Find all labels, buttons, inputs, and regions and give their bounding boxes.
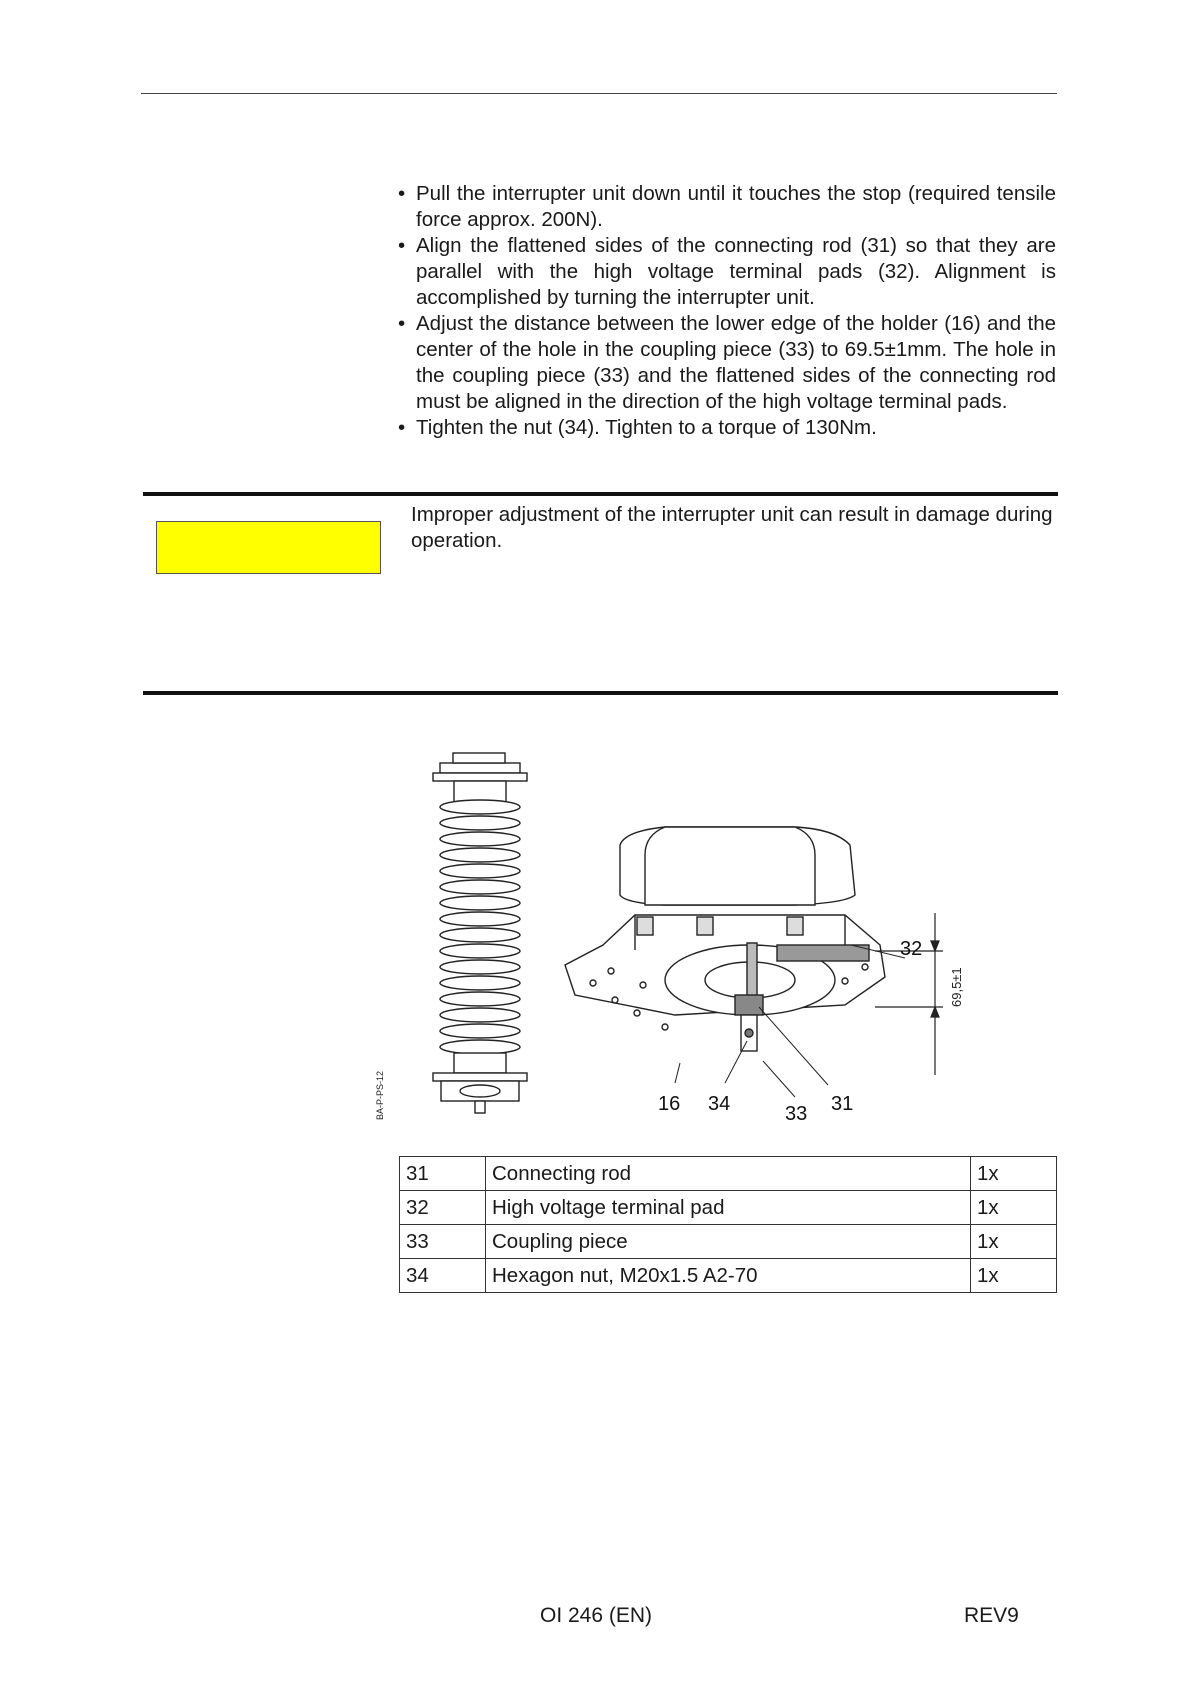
parts-table — [399, 1156, 1057, 1293]
insulator-column-drawing — [433, 753, 527, 1113]
step-item: • Adjust the distance between the lower edge of the holder (16) and the center of the hole in the coupling piece (33) to 69.5±1mm. The hole in the coupling piece (33) and the flattened sides of the connecting rod must be aligned in the direction of the high voltage terminal pads. — [398, 311, 1056, 415]
part-description: Coupling piece — [486, 1225, 971, 1259]
part-quantity: 1x — [971, 1225, 1057, 1259]
step-item: • Align the flattened sides of the connecting rod (31) so that they are parallel with the high voltage terminal pads (32). Alignment is accomplished by turning the interrupter unit. — [398, 233, 1056, 311]
header-rule — [141, 93, 1057, 94]
table-row — [400, 1191, 1057, 1225]
instruction-steps — [398, 181, 1056, 441]
part-number: 32 — [400, 1191, 486, 1225]
table-row — [400, 1157, 1057, 1191]
table-row — [400, 1259, 1057, 1293]
callout-34: 34 — [708, 1093, 731, 1115]
footer-document-id: OI 246 (EN) — [540, 1604, 653, 1627]
part-number: 31 — [400, 1157, 486, 1191]
step-item: • Tighten the nut (34). Tighten to a torque of 130Nm. — [398, 415, 1056, 441]
callout-32: 32 — [900, 938, 923, 960]
notice-text: Improper adjustment of the interrupter unit can result in damage during operation. — [411, 503, 1053, 552]
part-quantity: 1x — [971, 1191, 1057, 1225]
part-number: 33 — [400, 1225, 486, 1259]
assembly-figure — [375, 745, 1015, 1130]
notice-top-rule — [143, 492, 1058, 496]
notice-signal-box — [156, 521, 381, 574]
holder-detail-drawing — [565, 827, 885, 1051]
part-quantity: 1x — [971, 1157, 1057, 1191]
dimension-label: 69,5±1 — [949, 967, 964, 1007]
callout-16: 16 — [658, 1093, 681, 1115]
callout-33: 33 — [785, 1103, 808, 1125]
part-description: Connecting rod — [486, 1157, 971, 1191]
part-quantity: 1x — [971, 1259, 1057, 1293]
part-description: Hexagon nut, M20x1.5 A2-70 — [486, 1259, 971, 1293]
part-number: 34 — [400, 1259, 486, 1293]
figure-code: BA-P-PS-12 — [375, 1070, 385, 1120]
footer-revision: REV9 — [964, 1604, 1019, 1627]
step-item: • Pull the interrupter unit down until it touches the stop (required tensile force approx. 200N). — [398, 181, 1056, 233]
table-row — [400, 1225, 1057, 1259]
part-description: High voltage terminal pad — [486, 1191, 971, 1225]
callout-31: 31 — [831, 1093, 854, 1115]
notice-bottom-rule — [143, 691, 1058, 695]
